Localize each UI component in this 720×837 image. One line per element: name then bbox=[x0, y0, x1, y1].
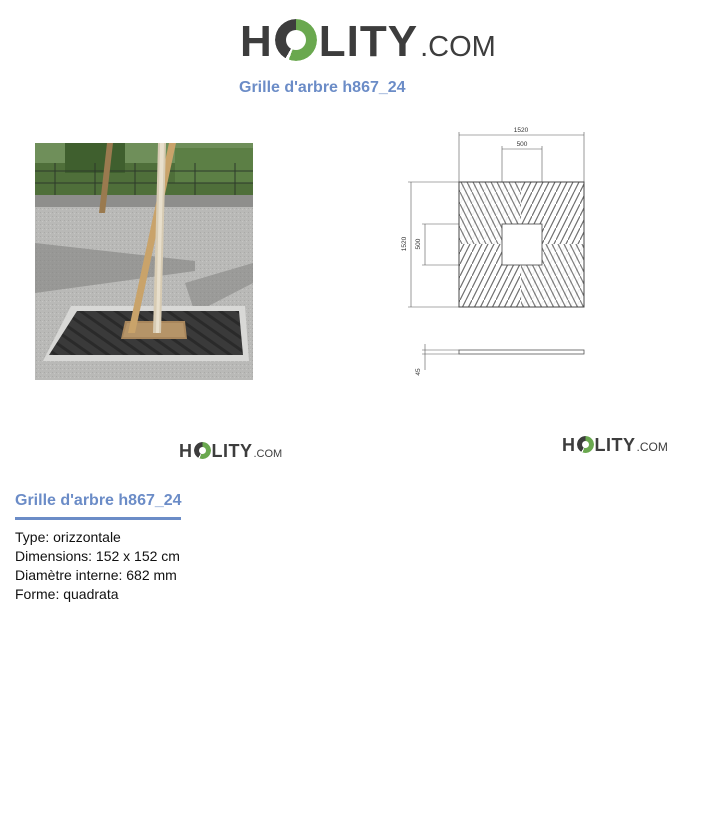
logo-suffix: .COM bbox=[420, 31, 496, 63]
dim-inner-height: 500 bbox=[415, 238, 422, 250]
logo-text: LITY bbox=[211, 441, 253, 461]
photo-illustration bbox=[35, 143, 253, 380]
logo-letter: H bbox=[562, 435, 576, 455]
dim-total-height: 1520 bbox=[401, 236, 408, 252]
spec-inner-diameter: Diamètre interne: 682 mm bbox=[15, 567, 177, 583]
product-photo bbox=[35, 143, 253, 380]
logo-suffix: .COM bbox=[253, 448, 283, 460]
dim-thickness: 45 bbox=[415, 368, 422, 376]
dim-total-width: 1520 bbox=[513, 127, 529, 134]
logo-o-icon bbox=[194, 442, 211, 459]
logo-suffix: .COM bbox=[636, 440, 668, 454]
drawing-figure bbox=[400, 120, 600, 382]
holity-logo-small bbox=[179, 440, 282, 461]
logo-text: LITY bbox=[594, 435, 636, 455]
spec-shape: Forme: quadrata bbox=[15, 586, 119, 602]
logo-o-icon bbox=[577, 436, 594, 453]
dim-inner-width: 500 bbox=[516, 141, 528, 148]
holity-logo bbox=[240, 14, 496, 66]
logo-o-icon bbox=[275, 19, 317, 61]
logo-letter: H bbox=[240, 17, 273, 66]
holity-logo-small bbox=[562, 434, 668, 455]
technical-drawing bbox=[400, 120, 600, 382]
title-underline bbox=[15, 517, 181, 520]
logo-letter: H bbox=[179, 441, 193, 461]
spec-type: Type: orizzontale bbox=[15, 529, 121, 545]
logo-text: LITY bbox=[318, 17, 419, 66]
product-title: Grille d'arbre h867_24 bbox=[15, 492, 182, 509]
spec-dimensions: Dimensions: 152 x 152 cm bbox=[15, 548, 180, 564]
page-title: Grille d'arbre h867_24 bbox=[239, 79, 406, 96]
